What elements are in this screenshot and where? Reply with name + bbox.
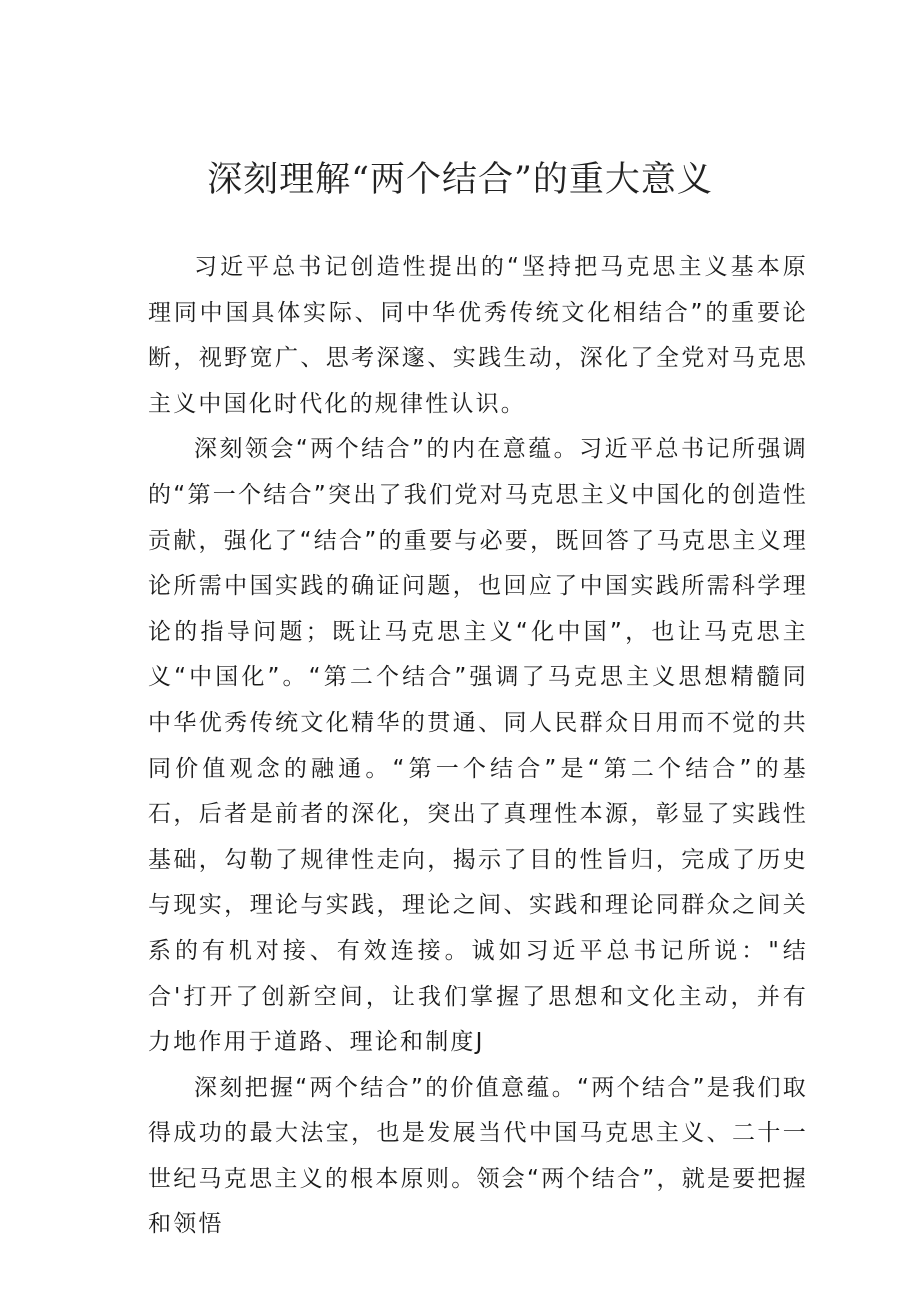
paragraph-value-meaning: 深刻把握“两个结合”的价值意蕴。“两个结合”是我们取得成功的最大法宝，也是发展当代中国马克思主义、二十一世纪马克思主义的根本原则。领会“两个结合”，就是要把握和领悟: [148, 1074, 808, 1238]
document-body: [148, 245, 808, 1248]
paragraph-intro: 习近平总书记创造性提出的“坚持把马克思主义基本原理同中国具体实际、同中华优秀传统文化相结合”的重要论断，视野宽广、思考深邃、实践生动，深化了全党对马克思主义中国化时代化的规律性认识。: [148, 254, 808, 417]
paragraph-inner-meaning: 深刻领会“两个结合”的内在意蕴。习近平总书记所强调的“第一个结合”突出了我们党对马克思主义中国化的创造性贡献，强化了“结合”的重要与必要，既回答了马克思主义理论所需中国实践的确证问题，也回应了中国实践所需科学理论的指导问题；既让马克思主义“化中国”，也让马克思主义“中国化”。“第二个结合”强调了马克思主义思想精髓同中华优秀传统文化精华的贯通、同人民群众日用而不觉的共同价值观念的融通。“第一个结合”是“第二个结合”的基石，后者是前者的深化，突出了真理性本源，彰显了实践性基础，勾勒了规律性走向，揭示了目的性旨归，完成了历史与现实，理论与实践，理论之间、实践和理论同群众之间关系的有机对接、有效连接。诚如习近平总书记所说："结合'打开了创新空间，让我们掌握了思想和文化主动，并有力地作用于道路、理论和制度J: [148, 436, 808, 1056]
document-title: 深刻理解“两个结合”的重大意义: [207, 160, 713, 200]
